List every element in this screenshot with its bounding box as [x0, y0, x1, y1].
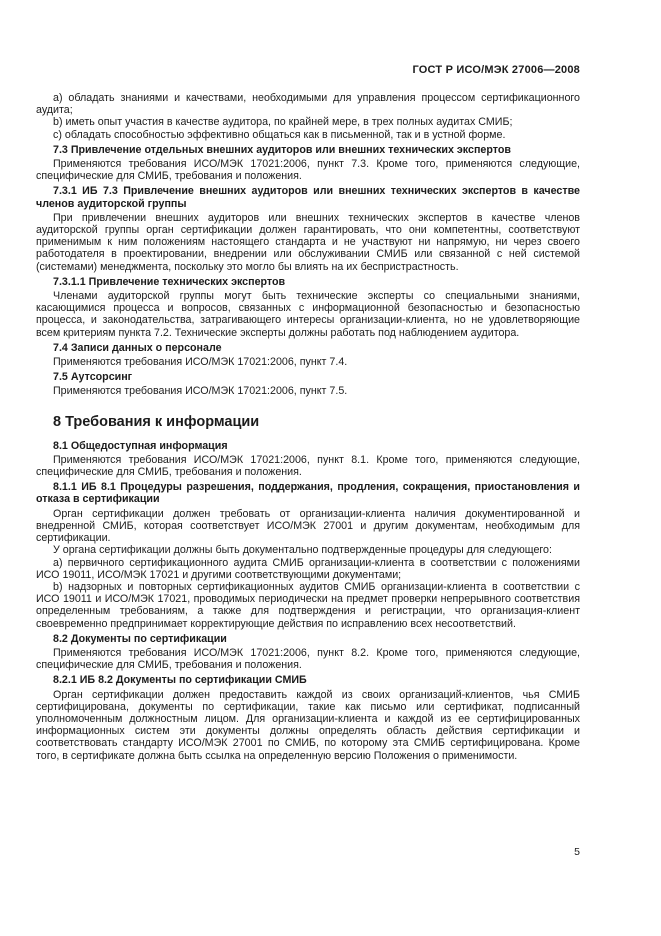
- subsection-heading: 8.2.1 ИБ 8.2 Документы по сертификации СМИБ: [53, 674, 307, 687]
- list-item: a) обладать знаниями и качествами, необходимыми для управления процессом сертификационного аудита;: [36, 92, 580, 117]
- document-body: [36, 92, 580, 762]
- paragraph: Орган сертификации должен требовать от организации-клиента наличия документированной и внедренной СМИБ, которая соответствует ИСО/МЭК 27001 и другим документам, необходимым для сертификации.: [36, 507, 580, 545]
- subsection-heading: 7.3 Привлечение отдельных внешних аудиторов или внешних технических экспертов: [53, 143, 511, 156]
- section-heading: 8 Требования к информации: [53, 413, 260, 430]
- paragraph: Орган сертификации должен предоставить каждой из своих организаций-клиентов, чья СМИБ сертифицирована, документы по сертификации, такие как письмо или сертификат, подписанный уполномоченным должностным лицом. Для организации-клиента и каждой из ее сертифицированных информационных систем эти документы должны определять область действия сертификации и соответствовать стандарту ИСО/МЭК 27001 по СМИБ, по которому эта СМИБ сертифицирована. Кроме того, в сертификате должна быть ссылка на определенную версию Положения о применимости.: [36, 688, 580, 762]
- paragraph: Применяются требования ИСО/МЭК 17021:2006, пункт 7.3. Кроме того, применяются следующие, специфические для СМИБ, требования и положения.: [36, 158, 580, 183]
- paragraph: Применяются требования ИСО/МЭК 17021:2006, пункт 7.5.: [53, 385, 348, 398]
- paragraph: Применяются требования ИСО/МЭК 17021:2006, пункт 7.4.: [53, 356, 348, 369]
- page-number: 5: [574, 846, 580, 858]
- running-header: ГОСТ Р ИСО/МЭК 27006—2008: [412, 64, 580, 76]
- subsection-heading: 8.1.1 ИБ 8.1 Процедуры разрешения, поддержания, продления, сокращения, приостановления и отказа в сертификации: [36, 481, 580, 506]
- list-item: b) иметь опыт участия в качестве аудитора, по крайней мере, в трех полных аудитах СМИБ;: [53, 116, 513, 129]
- subsection-heading: 7.4 Записи данных о персонале: [53, 341, 222, 354]
- subsection-heading: 7.3.1.1 Привлечение технических экспертов: [53, 275, 286, 288]
- paragraph: Членами аудиторской группы могут быть технические эксперты со специальными знаниями, касающимися процесса и вопросов, связанных с информационной безопасностью и безопасностью процесса, и законодательства, затрагивающего интересы организации-клиента, но не удовлетворяющие всем критериям пункта 7.2. Технические эксперты должны работать под наблюдением аудитора.: [36, 290, 580, 339]
- paragraph: У органа сертификации должны быть документально подтвержденные процедуры для следующего:: [53, 544, 552, 557]
- subsection-heading: 7.5 Аутсорсинг: [53, 371, 133, 384]
- list-item: b) надзорных и повторных сертификационных аудитов СМИБ организации-клиента в соответствии с ИСО 19011 и ИСО/МЭК 17021, проводимых периодически на предмет проверки непрерывного соответствия определенным требованиям, а также для подтверждения и регистрации, что организация-клиент своевременно предпринимает корректирующие действия по исправлению всех несоответствий.: [36, 580, 580, 630]
- subsection-heading: 8.2 Документы по сертификации: [53, 632, 227, 645]
- paragraph: Применяются требования ИСО/МЭК 17021:2006, пункт 8.2. Кроме того, применяются следующие, специфические для СМИБ, требования и положения.: [36, 646, 580, 672]
- paragraph: Применяются требования ИСО/МЭК 17021:2006, пункт 8.1. Кроме того, применяются следующие, специфические для СМИБ, требования и положения.: [36, 453, 580, 479]
- paragraph: При привлечении внешних аудиторов или внешних технических экспертов в качестве членов аудиторской группы орган сертификации должен гарантировать, что они компетентны, соответствуют применимым к ним положениям настоящего стандарта и не участвуют ни напрямую, ни через своего работодателя в проектировании, внедрении или обслуживании СМИБ или связанной с ней системой (системами) менеджмента, поскольку это могло бы влиять на их беспристрастность.: [36, 211, 580, 273]
- subsection-heading: 8.1 Общедоступная информация: [53, 439, 228, 452]
- list-item: c) обладать способностью эффективно общаться как в письменной, так и в устной форме.: [53, 128, 506, 141]
- list-item: a) первичного сертификационного аудита СМИБ организации-клиента в соответствии с положениями ИСО 19011, ИСО/МЭК 17021 и другими соответствующими документами;: [36, 556, 580, 581]
- subsection-heading: 7.3.1 ИБ 7.3 Привлечение внешних аудиторов или внешних технических экспертов в качестве членов аудиторской группы: [36, 185, 580, 210]
